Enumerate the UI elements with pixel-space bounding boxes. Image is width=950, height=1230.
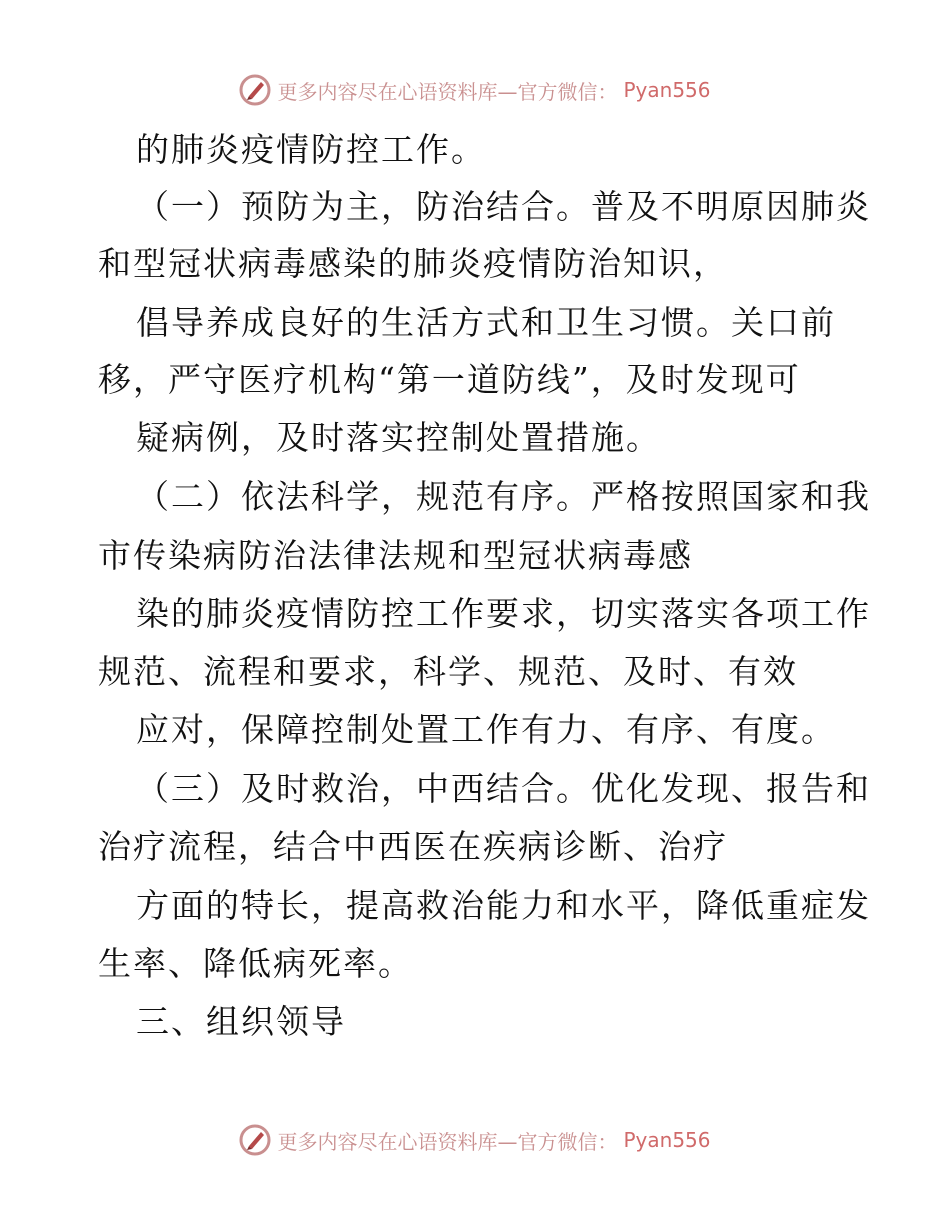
- text-line: 方面的特长，提高救治能力和水平，降低重症发: [136, 886, 871, 925]
- text-line: （二）依法科学，规范有序。严格按照国家和我: [136, 477, 871, 516]
- text-line: 疑病例，及时落实控制处置措施。: [136, 418, 661, 457]
- text-line: 规范、流程和要求，科学、规范、及时、有效: [98, 652, 798, 691]
- section-heading: 三、组织领导: [136, 1002, 346, 1041]
- watermark-id: Pyan556: [623, 1128, 711, 1152]
- text-line: （一）预防为主，防治结合。普及不明原因肺炎: [136, 187, 871, 226]
- text-line: 的肺炎疫情防控工作。: [136, 130, 486, 169]
- header-watermark: [0, 70, 950, 110]
- text-line: 生率、降低病死率。: [98, 944, 413, 983]
- watermark-text: 更多内容尽在心语资料库—官方微信：: [277, 79, 618, 104]
- watermark-id: Pyan556: [623, 78, 711, 102]
- text-line: 和型冠状病毒感染的肺炎疫情防治知识，: [98, 244, 728, 283]
- text-line: （三）及时救治，中西结合。优化发现、报告和: [136, 769, 871, 808]
- text-line: 治疗流程，结合中西医在疾病诊断、治疗: [98, 827, 728, 866]
- text-line: 倡导养成良好的生活方式和卫生习惯。关口前: [136, 303, 836, 342]
- watermark-text: 更多内容尽在心语资料库—官方微信：: [277, 1129, 618, 1154]
- text-line: 染的肺炎疫情防控工作要求，切实落实各项工作: [136, 594, 871, 633]
- text-line: 应对，保障控制处置工作有力、有序、有度。: [136, 710, 836, 749]
- text-line: 移，严守医疗机构“第一道防线”，及时发现可: [98, 360, 801, 399]
- text-line: 市传染病防治法律法规和型冠状病毒感: [98, 536, 693, 575]
- pen-logo-icon: [239, 1124, 271, 1156]
- footer-watermark: [0, 1120, 950, 1160]
- pen-logo-icon: [239, 74, 271, 106]
